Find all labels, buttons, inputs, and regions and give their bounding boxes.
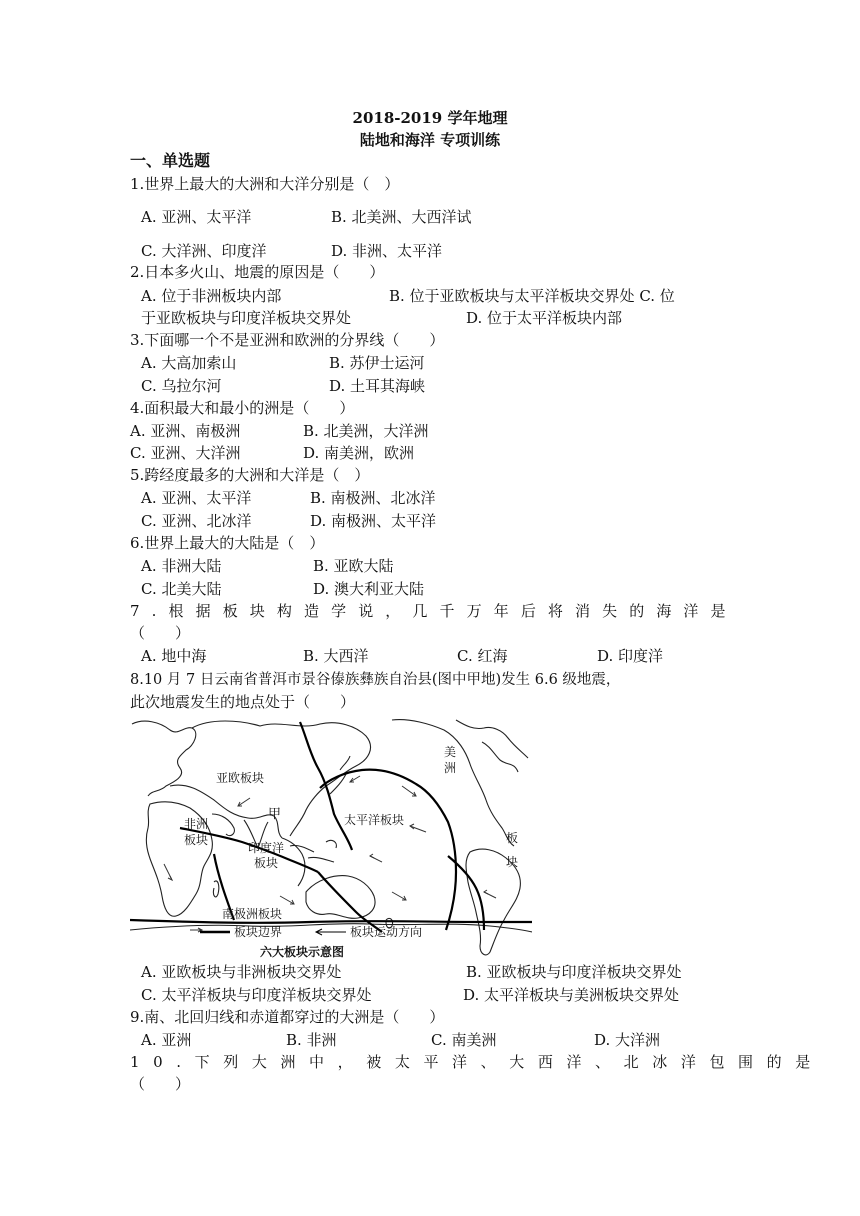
question-8-stem-line-2: 此次地震发生的地点处于（ ） <box>130 693 356 711</box>
question-3-option-d: D. 土耳其海峡 <box>329 377 426 395</box>
map-label-eurasian-plate: 亚欧板块 <box>216 771 265 785</box>
question-4-option-d: D. 南美洲，欧洲 <box>303 444 415 462</box>
question-8-stem-line-1: 8.10 月 7 日云南省普洱市景谷傣族彝族自治县(图中甲地)发生 6.6 级地震， <box>130 672 621 688</box>
question-1-option-a: A. 亚洲、太平洋 <box>141 208 252 226</box>
question-6-option-c: C. 北美大陆 <box>141 580 222 598</box>
question-3-option-b: B. 苏伊士运河 <box>329 354 425 372</box>
question-3-option-c: C. 乌拉尔河 <box>141 377 222 395</box>
question-10-blank: （ ） <box>130 1075 191 1093</box>
question-4-option-c: C. 亚洲、大洋洲 <box>130 444 241 462</box>
question-6-option-d: D. 澳大利亚大陆 <box>313 580 425 598</box>
map-label-jia: 甲 <box>268 807 282 822</box>
question-3-option-a: A. 大高加索山 <box>141 354 237 372</box>
question-7-option-c: C. 红海 <box>457 647 508 665</box>
question-3-stem: 3.下面哪一个不是亚洲和欧洲的分界线（ ） <box>130 331 445 349</box>
question-4-option-a: A. 亚洲、南极洲 <box>130 422 241 440</box>
question-4-stem: 4.面积最大和最小的洲是（ ） <box>130 399 355 417</box>
map-label-pacific-plate: 太平洋板块 <box>344 813 405 827</box>
tectonic-plates-map <box>130 716 532 962</box>
question-6-option-b: B. 亚欧大陆 <box>313 557 394 575</box>
question-6-option-a: A. 非洲大陆 <box>141 557 222 575</box>
map-label-african-2: 板块 <box>184 833 209 847</box>
question-1-option-b: B. 北美洲、大西洋试 <box>331 208 472 226</box>
question-1-option-c: C. 大洋洲、印度洋 <box>141 242 267 260</box>
map-label-indian-2: 板块 <box>254 856 279 870</box>
map-label-african-1: 非洲 <box>184 817 209 831</box>
question-5-stem: 5.跨经度最多的大洲和大洋是（ ） <box>130 466 370 484</box>
question-5-option-b: B. 南极洲、北冰洋 <box>310 489 436 507</box>
question-6-stem: 6.世界上最大的大陆是（ ） <box>130 534 325 552</box>
question-9-option-c: C. 南美洲 <box>431 1031 497 1049</box>
question-9-stem: 9.南、北回归线和赤道都穿过的大洲是（ ） <box>130 1008 445 1026</box>
title-line-1: 2018-2019 学年地理 <box>352 109 508 127</box>
map-label-america-2: 洲 <box>444 761 457 775</box>
question-2-stem: 2.日本多火山、地震的原因是（ ） <box>130 263 385 281</box>
question-8-option-d: D. 太平洋板块与美洲板块交界处 <box>463 986 680 1004</box>
map-label-plate-1: 板 <box>506 831 519 845</box>
question-7-option-b: B. 大西洋 <box>303 647 369 665</box>
question-2-option-b: B. 位于亚欧板块与太平洋板块交界处 C. 位 <box>389 287 675 305</box>
legend-plate-boundary: 板块边界 <box>234 925 283 939</box>
question-7-stem: 7.根据板块构造学说，几千万年后将消失的海洋是 <box>130 602 738 620</box>
question-8-option-c: C. 太平洋板块与印度洋板块交界处 <box>141 986 372 1004</box>
question-5-option-a: A. 亚洲、太平洋 <box>141 489 252 507</box>
map-label-antarctic-plate: 南极洲板块 <box>222 907 283 921</box>
map-caption: 六大板块示意图 <box>260 945 345 959</box>
map-label-plate-2: 块 <box>506 855 519 869</box>
map-label-indian-1: 印度洋 <box>248 841 285 855</box>
section-heading: 一、单选题 <box>130 151 211 170</box>
question-7-blank: （ ） <box>130 624 191 642</box>
title-line-2: 陆地和海洋 专项训练 <box>359 131 501 149</box>
question-8-option-b: B. 亚欧板块与印度洋板块交界处 <box>466 963 682 981</box>
question-2-option-d: D. 位于太平洋板块内部 <box>466 309 623 327</box>
question-5-option-c: C. 亚洲、北冰洋 <box>141 512 252 530</box>
question-1-stem: 1.世界上最大的大洲和大洋分别是（ ） <box>130 175 400 193</box>
question-9-option-d: D. 大洋洲 <box>594 1031 661 1049</box>
question-7-option-d: D. 印度洋 <box>597 647 664 665</box>
legend-plate-motion: 板块运动方向 <box>350 925 423 939</box>
question-5-option-d: D. 南极洲、太平洋 <box>310 512 437 530</box>
question-7-option-a: A. 地中海 <box>141 647 207 665</box>
question-10-stem: 10.下列大洲中，被太平洋、大西洋、北冰洋包围的是 <box>130 1053 824 1071</box>
question-2-option-c-cont: 于亚欧板块与印度洋板块交界处 <box>141 309 352 327</box>
question-9-option-a: A. 亚洲 <box>141 1031 192 1049</box>
question-4-option-b: B. 北美洲，大洋洲 <box>303 422 429 440</box>
question-8-option-a: A. 亚欧板块与非洲板块交界处 <box>141 963 342 981</box>
question-2-option-a: A. 位于非洲板块内部 <box>141 287 282 305</box>
map-label-america-1: 美 <box>444 745 457 759</box>
question-1-option-d: D. 非洲、太平洋 <box>331 242 443 260</box>
question-9-option-b: B. 非洲 <box>286 1031 337 1049</box>
